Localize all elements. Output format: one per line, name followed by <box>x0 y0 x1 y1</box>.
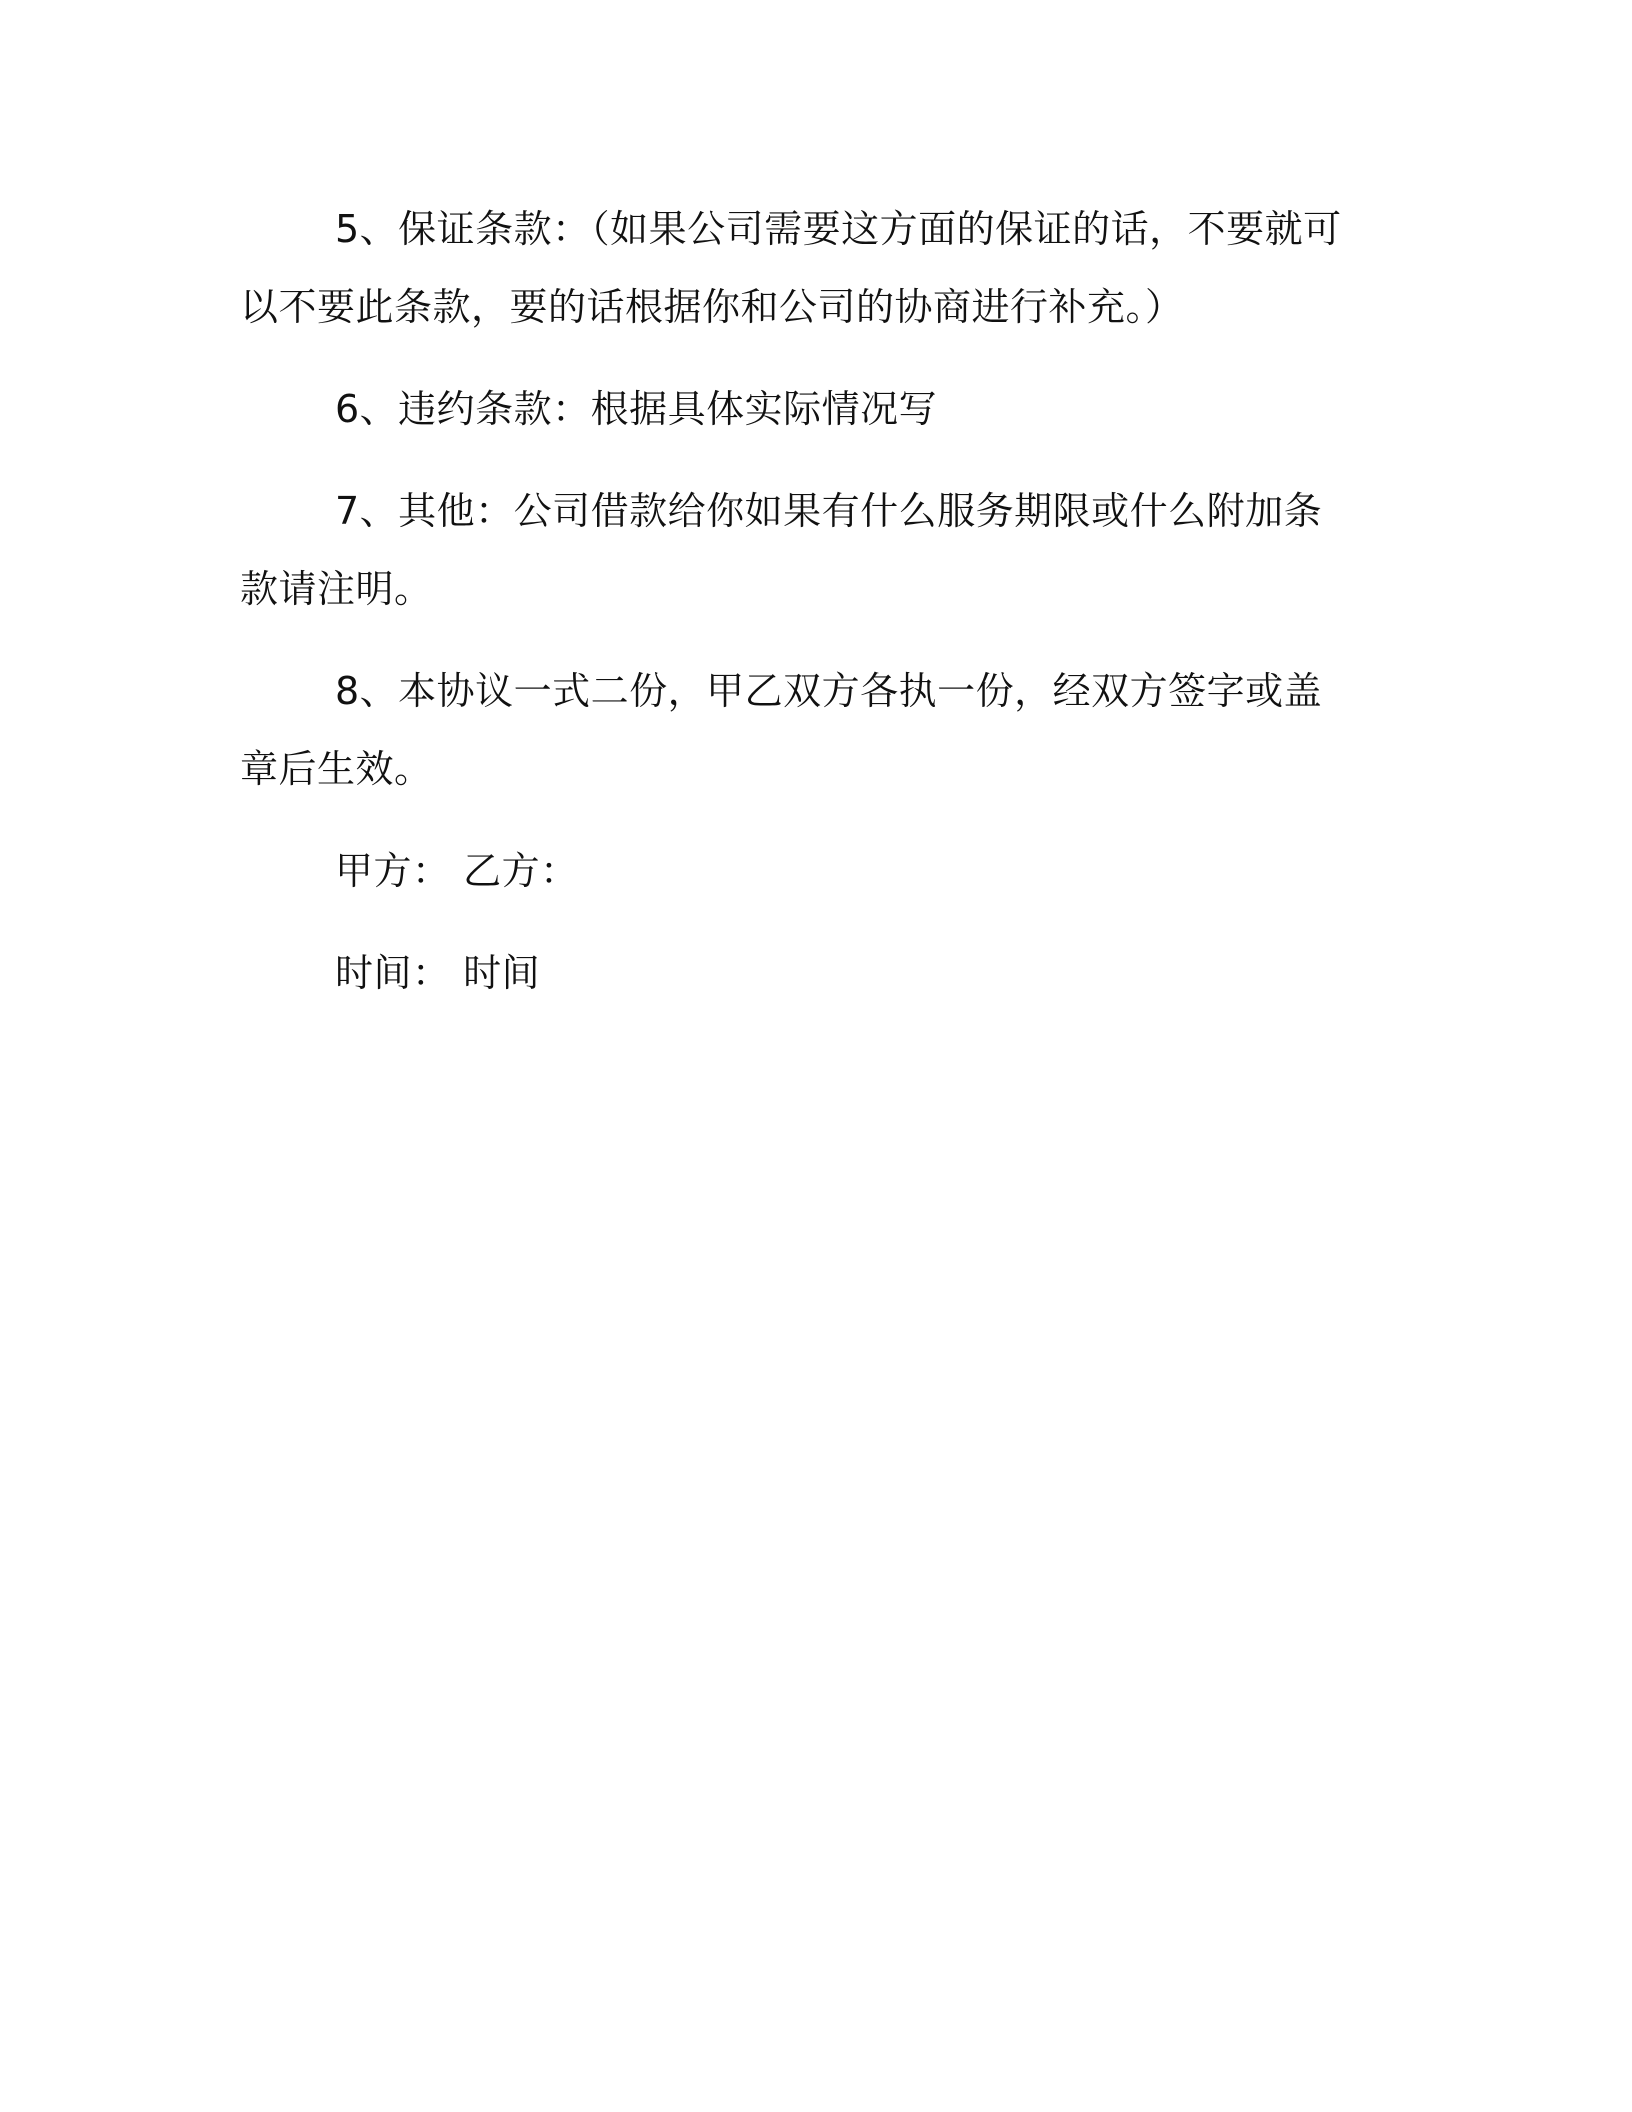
date-line: 时间： 时间 <box>335 951 541 995</box>
clause-6: 6、违约条款：根据具体实际情况写 <box>335 387 938 431</box>
clause-8: 8、本协议一式二份，甲乙双方各执一份，经双方签字或盖章后生效。 <box>240 669 1323 791</box>
signature-line: 甲方： 乙方： <box>335 849 579 893</box>
clause-5: 5、保证条款：（如果公司需要这方面的保证的话，不要就可以不要此条款，要的话根据你和公司的协商进行补充。） <box>240 207 1342 329</box>
document-content <box>240 190 1360 1012</box>
clause-7: 7、其他：公司借款给你如果有什么服务期限或什么附加条款请注明。 <box>240 489 1323 611</box>
